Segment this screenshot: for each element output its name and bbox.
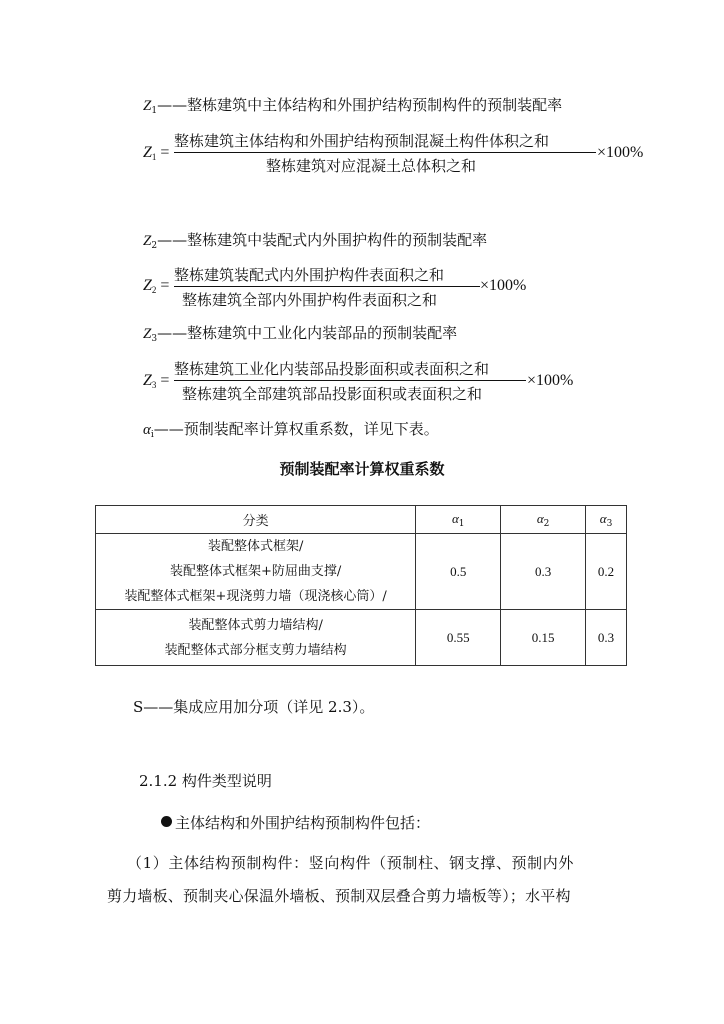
z3-subscript: 3 — [151, 334, 158, 344]
row-1-category-line-2: 装配整体式框架+防屈曲支撑/ — [170, 564, 342, 579]
z1-equals: = — [160, 144, 170, 161]
z3-numerator: 整栋建筑工业化内装部品投影面积或表面积之和 — [174, 362, 490, 378]
section-heading: 2.1.2 构件类型说明 — [139, 772, 272, 790]
header-category: 分类 — [96, 506, 416, 534]
row-1-category-line-1: 装配整体式框架/ — [207, 539, 304, 554]
z2-formula-sub: 2 — [151, 285, 157, 295]
row-1-category — [96, 534, 416, 610]
row-1-alpha-2: 0.3 — [501, 534, 586, 610]
bullet-icon — [161, 816, 172, 827]
header-alpha-1-symbol: α — [451, 510, 459, 526]
header-alpha-1-sub: 1 — [458, 518, 465, 529]
table-row — [96, 610, 627, 666]
row-1-alpha-1: 0.5 — [416, 534, 501, 610]
row-2-category-line-1: 装配整体式剪力墙结构/ — [188, 617, 323, 633]
z2-fraction-bar — [174, 286, 480, 287]
table-title: 预制装配率计算权重系数 — [279, 460, 445, 478]
bullet-item — [161, 812, 430, 833]
header-alpha-2 — [501, 506, 586, 534]
z2-formula-lhs — [143, 277, 169, 295]
row-2-category-line-2: 装配整体式部分框支剪力墙结构 — [164, 642, 347, 658]
z2-denominator: 整栋建筑全部内外围护构件表面积之和 — [182, 291, 438, 309]
z1-description: ——整栋建筑中主体结构和外围护结构预制构件的预制装配率 — [157, 96, 563, 114]
z1-denominator: 整栋建筑对应混凝土总体积之和 — [266, 157, 477, 175]
row-2-category — [96, 610, 416, 666]
row-2-alpha-3: 0.3 — [586, 610, 627, 666]
z3-formula-symbol: Z — [143, 372, 152, 389]
z3-formula-sub: 3 — [151, 380, 157, 390]
z2-equals: = — [160, 277, 170, 294]
table-header-row — [96, 506, 627, 534]
weight-coefficient-table — [95, 505, 627, 666]
z2-subscript: 2 — [151, 241, 158, 251]
z2-times-percent: ×100% — [480, 277, 527, 294]
header-alpha-3-symbol: α — [599, 510, 607, 526]
table-row — [96, 534, 627, 610]
z2-formula-symbol: Z — [143, 277, 152, 294]
z1-times-percent: ×100% — [597, 144, 644, 161]
z3-fraction — [174, 358, 526, 404]
z1-subscript: 1 — [151, 106, 158, 116]
alpha-definition — [143, 418, 439, 440]
header-alpha-1 — [416, 506, 501, 534]
alpha-symbol: α — [143, 422, 151, 438]
z1-symbol: Z — [143, 98, 152, 114]
row-1-category-line-3: 装配整体式框架+现浇剪力墙（现浇核心筒）/ — [124, 589, 387, 604]
z1-fraction — [174, 130, 596, 176]
z3-definition — [143, 322, 457, 344]
s-definition: S——集成应用加分项（详见 2.3）。 — [133, 698, 375, 716]
row-1-alpha-3: 0.2 — [586, 534, 627, 610]
z3-equals: = — [160, 372, 170, 389]
row-2-alpha-2: 0.15 — [501, 610, 586, 666]
paragraph-line-2: 剪力墙板、预制夹心保温外墙板、预制双层叠合剪力墙板等）；水平构 — [107, 887, 571, 905]
row-2-alpha-1: 0.55 — [416, 610, 501, 666]
bullet-text: 主体结构和外围护结构预制构件包括： — [175, 814, 431, 832]
z2-numerator: 整栋建筑装配式内外围护构件表面积之和 — [174, 268, 445, 284]
z3-description: ——整栋建筑中工业化内装部品的预制装配率 — [157, 324, 458, 342]
header-alpha-2-symbol: α — [536, 510, 544, 526]
z3-fraction-bar — [174, 380, 526, 381]
z3-times-percent: ×100% — [527, 372, 574, 389]
paragraph-line-1: （1）主体结构预制构件：竖向构件（预制柱、钢支撑、预制内外 — [127, 854, 574, 872]
z1-numerator: 整栋建筑主体结构和外围护结构预制混凝土构件体积之和 — [174, 134, 550, 150]
z2-fraction — [174, 264, 480, 310]
alpha-subscript: i — [150, 430, 154, 440]
z2-symbol: Z — [143, 233, 152, 249]
alpha-description: ——预制装配率计算权重系数，详见下表。 — [153, 420, 439, 438]
header-alpha-2-sub: 2 — [543, 518, 550, 529]
z3-symbol: Z — [143, 326, 152, 342]
z1-formula-lhs — [143, 144, 169, 162]
header-alpha-3 — [586, 506, 627, 534]
z1-definition — [143, 94, 562, 116]
z2-definition — [143, 229, 487, 251]
z1-fraction-bar — [174, 152, 596, 153]
z2-description: ——整栋建筑中装配式内外围护构件的预制装配率 — [157, 231, 488, 249]
z3-denominator: 整栋建筑全部建筑部品投影面积或表面积之和 — [182, 385, 483, 403]
header-alpha-3-sub: 3 — [606, 518, 613, 529]
z1-formula-symbol: Z — [143, 144, 152, 161]
z1-formula-sub: 1 — [151, 152, 157, 162]
z3-formula-lhs — [143, 372, 169, 390]
